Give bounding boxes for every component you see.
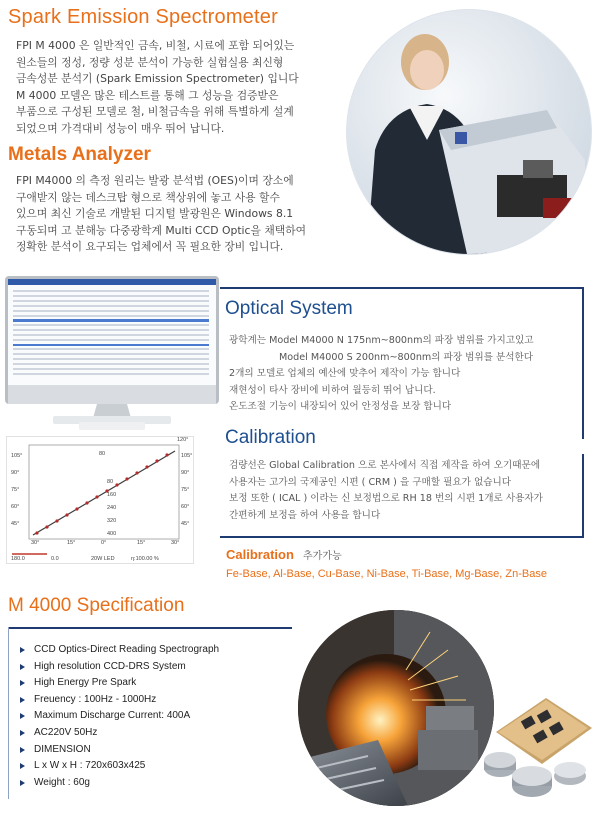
text-line: 온도조절 기능이 내장되어 있어 안정성을 보장 합니다: [229, 401, 452, 413]
calibration-extra: [226, 544, 342, 563]
graph-label: 320: [107, 518, 117, 524]
text-line: 사용자는 고가의 국제공인 시편 ( CRM ) 을 구매할 필요가 없습니다: [229, 476, 512, 488]
graph-label: 80: [99, 451, 106, 457]
list-item: L x W x H : 720x603x425: [18, 758, 219, 775]
text-line: 원소들의 정성, 정량 성분 분석이 가능한 실험실용 최신형: [16, 55, 284, 69]
list-item: Weight : 60g: [18, 775, 219, 792]
operator-photo: [347, 10, 591, 254]
list-item: High resolution CCD-DRS System: [18, 659, 219, 676]
tick-label: 45°: [181, 521, 190, 527]
section-title-calibration: Calibration: [225, 427, 316, 448]
text-line: 구동되며 고 분해능 다중광학계 Multi CCD Optic을 채택하여: [16, 223, 307, 237]
tick-label: 120°: [177, 437, 189, 443]
text-line: 간편하게 보정을 하여 사용을 합니다: [229, 509, 381, 521]
calibration-bases: Fe-Base, Al-Base, Cu-Base, Ni-Base, Ti-Base, Mg-Base, Zn-Base: [226, 568, 547, 580]
list-item: Freuency : 100Hz - 1000Hz: [18, 692, 219, 709]
status-value: η:100.00 %: [131, 556, 159, 562]
tick-label: 30°: [171, 540, 180, 546]
status-value: 20W LED: [91, 556, 115, 562]
status-value: 180.0: [11, 556, 25, 562]
list-item: DIMENSION: [18, 742, 219, 759]
section-text-optical: [229, 333, 534, 416]
section-title-optical: Optical System: [225, 298, 353, 319]
list-item: Maximum Discharge Current: 400A: [18, 708, 219, 725]
calibration-extra-title: Calibration: [226, 547, 294, 562]
text-line: M 4000 모델은 많은 테스트를 통해 그 성능을 검증받은: [16, 88, 279, 102]
section-title-metals: Metals Analyzer: [8, 144, 151, 165]
tick-label: 105°: [11, 453, 23, 459]
tick-label: 60°: [11, 504, 20, 510]
foundry-photo: [298, 610, 494, 806]
tick-label: 15°: [67, 540, 76, 546]
text-line: FPI M 4000 은 일반적인 금속, 비철, 시료에 포함 되어있는: [16, 39, 295, 52]
text-line: Model M4000 S 200nm~800nm의 파장 범위를 분석한다: [279, 351, 534, 363]
tick-label: 60°: [181, 504, 190, 510]
calibration-graph: [6, 436, 194, 564]
tick-label: 90°: [11, 470, 20, 476]
list-item: High Energy Pre Spark: [18, 675, 219, 692]
tick-label: 45°: [11, 521, 20, 527]
monitor-image: [5, 276, 219, 430]
section-text-spark: [16, 38, 299, 138]
text-line: 있으며 최신 기술로 개발된 디지털 발광원은 Windows 8.1: [16, 207, 294, 221]
tick-label: 75°: [181, 487, 190, 493]
status-value: 0.0: [51, 556, 59, 562]
graph-label: 160: [107, 492, 117, 498]
text-line: FPI M4000 의 측정 원리는 발광 분석법 (OES)이며 장소에: [16, 174, 294, 187]
text-line: 정확한 분석이 요구되는 업체에서 꼭 필요한 장비 입니다.: [16, 240, 284, 254]
tick-label: 75°: [11, 487, 20, 493]
text-line: 부품으로 구성된 모델로 철, 비철금속을 위해 특별하게 설계: [16, 105, 294, 119]
text-line: 2개의 모델로 업체의 예산에 맞추어 제작이 가능 합니다: [229, 368, 461, 380]
text-line: 재현성이 타사 장비에 비하여 월등히 뛰어 납니다.: [229, 384, 436, 396]
spec-list: [18, 642, 219, 791]
graph-label: 240: [107, 505, 117, 511]
section-title-spark: Spark Emission Spectrometer: [8, 6, 278, 28]
text-line: 구애받지 않는 데스크탑 형으로 책상위에 놓고 사용 할수: [16, 190, 280, 204]
spec-divider-left: [8, 627, 9, 799]
graph-label: 80: [107, 479, 114, 485]
tick-label: 0°: [101, 540, 107, 546]
list-item: CCD Optics-Direct Reading Spectrograph: [18, 642, 219, 659]
text-line: 되었으며 가격대비 성능이 매우 뛰어 납니다.: [16, 121, 225, 135]
text-line: 광학계는 Model M4000 N 175nm~800nm의 파장 범위를 가지고있고: [229, 335, 534, 346]
text-line: 금속성분 분석기 (Spark Emission Spectrometer) 입니다: [16, 72, 299, 86]
list-item: AC220V 50Hz: [18, 725, 219, 742]
sample-kit-image: [476, 688, 594, 802]
section-text-calibration: [229, 458, 543, 524]
tick-label: 15°: [137, 540, 146, 546]
text-line: 보정 또한 ( ICAL ) 이라는 신 보정법으로 RH 18 번의 시편 1개로 사용자가: [229, 493, 543, 505]
spec-divider: [8, 627, 292, 629]
calibration-extra-note: 추가가능: [303, 551, 342, 562]
tick-label: 105°: [181, 453, 193, 459]
graph-label: 400: [107, 531, 117, 537]
tick-label: 90°: [181, 470, 190, 476]
text-line: 검량선은 Global Calibration 으로 본사에서 직접 제작을 하여 오기때문에: [229, 460, 541, 471]
section-title-spec: M 4000 Specification: [8, 595, 185, 616]
tick-label: 30°: [31, 540, 40, 546]
section-text-metals: [16, 173, 306, 256]
